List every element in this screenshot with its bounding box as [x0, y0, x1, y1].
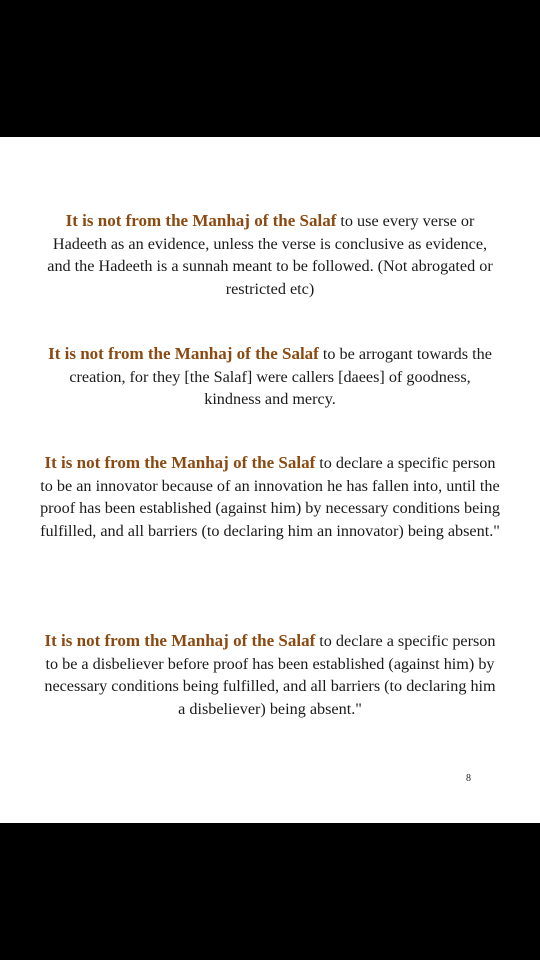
paragraph-3: [40, 452, 500, 542]
top-black-bar: [0, 0, 540, 137]
paragraph-lead: It is not from the Manhaj of the Salaf: [44, 453, 316, 473]
paragraph-body: to be arrogant towards the creation, for they [the Salaf] were callers [daees] of goodness, kindness and mercy.: [69, 345, 492, 409]
paragraph-body: to declare a specific person to be a disbeliever before proof has been established (against him) by necessary conditions being fulfilled, and all barriers (to declaring him a disbeliever) being absent.": [44, 632, 496, 718]
paragraph-body: to use every verse or Hadeeth as an evidence, unless the verse is conclusive as evidence, and the Hadeeth is a sunnah meant to be followed. (Not abrogated or restricted etc): [47, 212, 493, 298]
paragraph-2: [40, 343, 500, 411]
paragraph-body: to declare a specific person to be an innovator because of an innovation he has fallen into, until the proof has been established (against him) by necessary conditions being fulfilled, and all barriers (to declaring him an innovator) being absent.": [40, 454, 500, 540]
paragraph-lead: It is not from the Manhaj of the Salaf: [48, 344, 319, 364]
paragraph-lead: It is not from the Manhaj of the Salaf: [65, 211, 337, 231]
document-page: [0, 137, 540, 823]
paragraph-4: [40, 630, 500, 720]
bottom-black-bar: [0, 823, 540, 960]
paragraph-lead: It is not from the Manhaj of the Salaf: [44, 631, 316, 651]
paragraph-1: [40, 210, 500, 300]
page-number: 8: [466, 773, 471, 784]
